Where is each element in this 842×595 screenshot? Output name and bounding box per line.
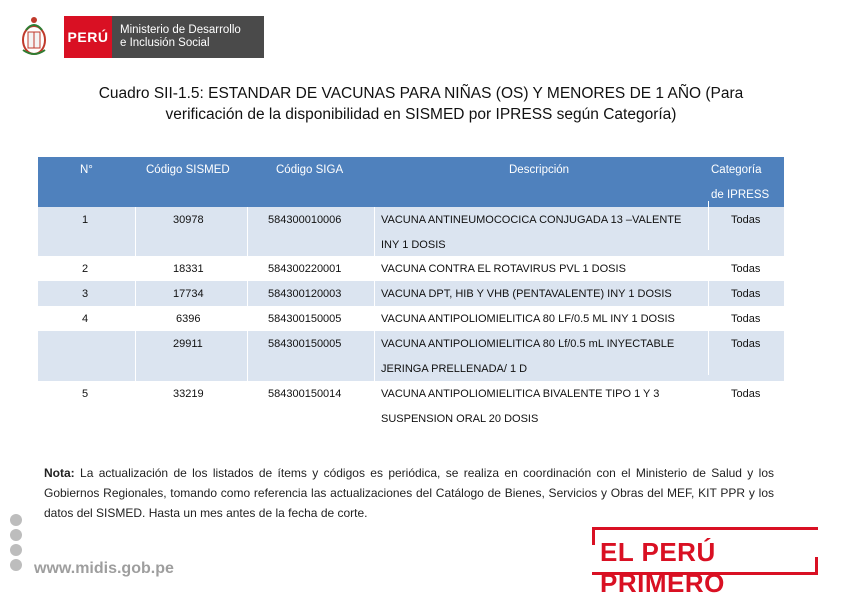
flickr-icon[interactable]	[10, 559, 22, 571]
cell-category: Todas	[731, 313, 761, 325]
social-icons	[10, 514, 24, 571]
header-cat-line2: de IPRESS	[711, 189, 770, 201]
cell-desc-line2: SUSPENSION ORAL 20 DOSIS	[381, 413, 539, 425]
cell-sismed: 17734	[136, 281, 248, 306]
header-num: N°	[80, 164, 93, 176]
title-line2: verificación de la disponibilidad en SISMED por IPRESS según Categoría)	[165, 106, 677, 123]
peru-logo: PERÚ	[64, 16, 112, 58]
cell-desc	[375, 201, 709, 250]
brand-logo	[592, 527, 818, 595]
cell-sismed: 29911	[136, 331, 248, 381]
cell-siga: 584300010006	[248, 207, 375, 256]
cell-desc	[375, 375, 709, 425]
title-line1: Cuadro SII-1.5: ESTANDAR DE VACUNAS PARA NIÑAS (OS) Y MENORES DE 1 AÑO (Para	[98, 85, 744, 102]
brand-text: EL PERÚ PRIMERO	[600, 537, 725, 595]
note-text: La actualización de los listados de ítems y códigos es periódica, se realiza en coordinación con el Ministerio de Salud y los Gobiernos Regionales, tomando como referencia las actualizaciones del Catálogo de Bienes, Servicios y Obras del MEF, KIT PPR y los datos del SISMED. Hasta un mes antes de la fecha de corte.	[44, 466, 774, 520]
header-category	[709, 151, 784, 201]
cell-category: Todas	[731, 388, 761, 400]
cell-sismed: 6396	[176, 313, 201, 325]
table-row	[38, 381, 784, 431]
cell-siga: 584300150014	[268, 388, 342, 400]
header-sismed: Código SISMED	[146, 164, 230, 176]
ministry-line2: e Inclusión Social	[120, 37, 210, 49]
cell-desc: VACUNA ANTIPOLIOMIELITICA 80 LF/0.5 ML INY 1 DOSIS	[381, 313, 675, 325]
header-desc: Descripción	[509, 164, 570, 176]
youtube-icon[interactable]	[10, 544, 22, 556]
cell-desc-line1: VACUNA ANTIPOLIOMIELITICA BIVALENTE TIPO 1 Y 3	[381, 388, 660, 400]
cell-desc	[375, 325, 709, 375]
cell-siga: 584300150005	[268, 313, 342, 325]
cell-num: 1	[38, 207, 136, 256]
cell-category: Todas	[731, 288, 761, 300]
cell-num: 4	[82, 313, 89, 325]
note-label: Nota:	[44, 466, 75, 480]
table-row	[38, 207, 784, 256]
cell-desc: VACUNA DPT, HIB Y VHB (PENTAVALENTE) INY 1 DOSIS	[375, 281, 709, 306]
header-cat-line1: Categoría	[711, 164, 762, 176]
header-siga: Código SIGA	[276, 164, 344, 176]
vaccine-table	[38, 157, 784, 431]
cell-desc-line1: VACUNA ANTINEUMOCOCICA CONJUGADA 13 –VALENTE	[381, 214, 682, 226]
cell-num	[38, 331, 136, 381]
cell-sismed: 33219	[173, 388, 204, 400]
table-header-row	[38, 157, 784, 207]
website-link[interactable]: www.midis.gob.pe	[34, 560, 174, 577]
cell-desc-line2: INY 1 DOSIS	[381, 239, 446, 251]
cell-siga: 584300220001	[268, 263, 342, 275]
cell-siga: 584300120003	[248, 281, 375, 306]
cell-num: 2	[82, 263, 89, 275]
footnote	[44, 463, 774, 523]
cell-category: Todas	[731, 263, 761, 275]
cell-desc-line1: VACUNA ANTIPOLIOMIELITICA 80 Lf/0.5 mL INYECTABLE	[381, 338, 675, 350]
page-title	[40, 83, 802, 125]
twitter-icon[interactable]	[10, 529, 22, 541]
cell-desc: VACUNA CONTRA EL ROTAVIRUS PVL 1 DOSIS	[381, 263, 626, 275]
cell-sismed: 30978	[136, 207, 248, 256]
table-row	[38, 281, 784, 306]
header	[14, 10, 264, 64]
cell-category: Todas	[731, 214, 761, 226]
ministry-line1: Ministerio de Desarrollo	[120, 24, 241, 36]
cell-category: Todas	[731, 338, 761, 350]
brand-frame-top	[592, 527, 818, 530]
cell-sismed: 18331	[173, 263, 204, 275]
table-row	[38, 331, 784, 381]
cell-num: 3	[38, 281, 136, 306]
coat-of-arms-icon	[14, 13, 54, 61]
facebook-icon[interactable]	[10, 514, 22, 526]
cell-siga: 584300150005	[248, 331, 375, 381]
cell-num: 5	[82, 388, 89, 400]
ministry-logo	[112, 16, 264, 58]
brand-frame-left	[592, 527, 595, 545]
table-row	[38, 256, 784, 281]
cell-desc-line2: JERINGA PRELLENADA/ 1 D	[381, 363, 528, 375]
